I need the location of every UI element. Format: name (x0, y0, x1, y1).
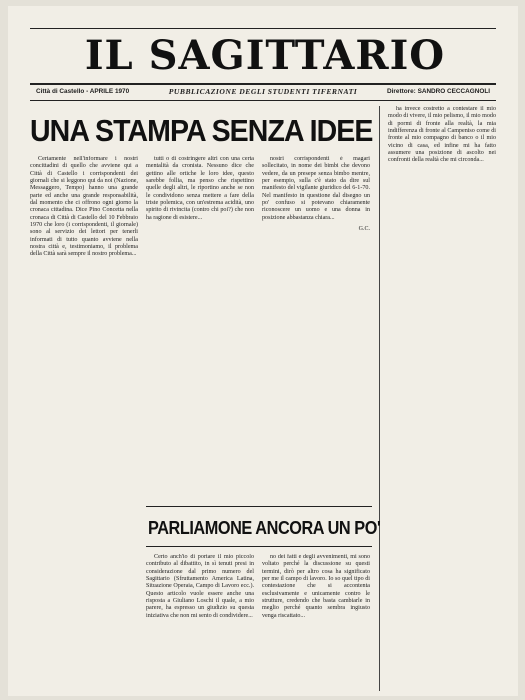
article2-col2-text: no dei fatti e degli avvenimenti, mi sono voltato perché la discussione su questi termini, dirò per altro cosa ha significato per me il campo di lavoro. Io so quel tipo di contestazione che si accontenta esclusivamente e unicamente contro le strutture, credendo che basta cambiarle in meglio perché quanto sembra ingiusto venga riscattato... (262, 554, 370, 619)
article2-column-2 (262, 554, 370, 694)
info-bar-rule (30, 100, 496, 101)
article2-column-1 (146, 554, 254, 694)
masthead-rule (30, 83, 496, 85)
director-credit: Direttore: SANDRO CECCAGNOLI (387, 88, 490, 95)
article1-col3-text: nostri corrispondenti è magari sollecitato, in nome dei bimbi che devono vedere, da un presepe senza bimbo mentre, per esempio, sulla c'è stato da dire sul manifesto del vigilante giuridico del 6-1-70. Nel manifesto in questione dal disegno un po' confuso si potevano chiaramente riconoscere un uomo e una donna in posizione abbastanza chiara... (262, 156, 370, 221)
column-divider (379, 106, 380, 691)
article2-top-rule (146, 506, 372, 507)
top-rule (30, 28, 496, 29)
article1-column-2 (146, 156, 254, 501)
article1-col4-text: ha invece costretto a contestare il mio modo di vivere, il mio pelismo, il mio modo di pormi di fronte alla realtà, la mia indifferenza di fronte al Campeniso come di fronte al mio compagno di banco o il mio vicino di casa, ed infine mi ha fatto assumere una posizione di ascolto nei confronti della realtà che mi circonda... (388, 106, 496, 164)
newspaper-page (8, 6, 518, 696)
article1-column-4 (388, 106, 496, 691)
article1-col1-text: Certamente nell'informare i nostri concittadini di quello che avviene qui a Città di Castello i corrispondenti dei giornali che si leggono qui da noi (Nazione, Messaggero, Tempo) hanno una grande parte ed anche una grande responsabilità, dal momento che ci offrono ogni giorno la cronaca cittadina. Dice Pino Concetta nella cronaca di Città di Castello del 10 Febbraio 1970 che loro (i corrispondenti, il giornale) sono al servizio dei lettori per tenerli informati di tutto quanto avviene nella nostra città e, testimoniamo, il problema della Città sarà sempre il nostro problema... (30, 156, 138, 258)
article1-column-1 (30, 156, 138, 696)
info-bar (30, 86, 496, 100)
article1-col2-text: tutti o di costringere altri con una certa mentalità da cronista. Nessuno dice che gettino alle ortiche le loro idee, questo sarebbe follia, ma penso che rispettino quelle degli altri, le riportino anche se non le condividono senza mettere a fare della triste polemica, con un'estrema acidità, uno spirito di rivincita (contro chi poi?) che non ha ragione di esistere... (146, 156, 254, 221)
article1-headline: UNA STAMPA SENZA IDEE (30, 113, 373, 148)
article1-column-3 (262, 156, 370, 501)
place-date: Città di Castello - APRILE 1970 (36, 88, 130, 95)
article2-col1-text: Certo anch'io di portare il mio piccolo contributo al dibattito, in sì tenuti presi in considerazione dal primo numero del Sagittario (Sfruttamento America Latina, Situazione Operaia, Campo di Lavoro ecc.). Questo articolo vuole essere anche una risposta a Giuliano Loschi il quale, a mio parere, ha espresso un giudizio su questa iniziativa che non mi sento di condividere... (146, 554, 254, 619)
article2-headline: PARLIAMONE ANCORA UN PO' (148, 517, 381, 538)
article1-signature: G.C. (358, 226, 370, 233)
masthead-title: IL SAGITTARIO (84, 32, 446, 79)
article2-head-rule (146, 546, 372, 547)
publication-line: PUBBLICAZIONE DEGLI STUDENTI TIFERNATI (168, 87, 358, 96)
